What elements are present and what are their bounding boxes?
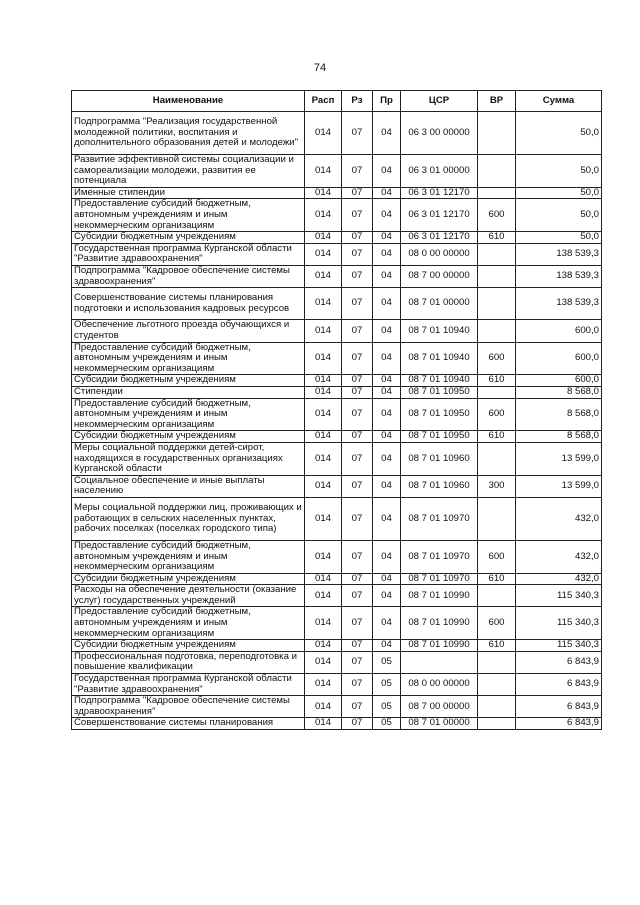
cell-rasp: 014: [305, 232, 342, 244]
cell-sum: 13 599,0: [516, 475, 602, 497]
cell-vr: [478, 718, 516, 730]
cell-rz: 07: [342, 187, 373, 199]
cell-sum: 6 843,9: [516, 718, 602, 730]
cell-csr: 08 7 01 10950: [401, 431, 478, 443]
cell-sum: 600,0: [516, 320, 602, 342]
cell-sum: 115 340,3: [516, 640, 602, 652]
cell-name: Субсидии бюджетным учреждениям: [72, 375, 305, 387]
cell-csr: 08 7 01 10950: [401, 386, 478, 398]
cell-pr: 04: [373, 265, 401, 287]
cell-csr: 06 3 01 00000: [401, 155, 478, 188]
cell-sum: 8 568,0: [516, 398, 602, 431]
cell-name: Субсидии бюджетным учреждениям: [72, 431, 305, 443]
cell-name: Социальное обеспечение и иные выплаты населению: [72, 475, 305, 497]
cell-csr: 06 3 00 00000: [401, 112, 478, 155]
cell-rz: 07: [342, 243, 373, 265]
cell-csr: 08 7 01 00000: [401, 288, 478, 320]
header-rasp: Расп: [305, 91, 342, 112]
cell-rasp: 014: [305, 573, 342, 585]
cell-rz: 07: [342, 497, 373, 540]
cell-vr: [478, 442, 516, 475]
cell-vr: [478, 585, 516, 607]
cell-rasp: 014: [305, 265, 342, 287]
table-row: [72, 375, 602, 387]
cell-name: Предоставление субсидий бюджетным, автономным учреждениям и иным некоммерческим организациям: [72, 342, 305, 375]
cell-name: Совершенствование системы планирования подготовки и использования кадровых ресурсов: [72, 288, 305, 320]
table-row: [72, 442, 602, 475]
cell-rz: 07: [342, 398, 373, 431]
cell-rz: 07: [342, 112, 373, 155]
cell-csr: 08 0 00 00000: [401, 674, 478, 696]
cell-rasp: 014: [305, 155, 342, 188]
cell-name: Субсидии бюджетным учреждениям: [72, 232, 305, 244]
cell-sum: 8 568,0: [516, 431, 602, 443]
cell-sum: 50,0: [516, 232, 602, 244]
cell-pr: 04: [373, 398, 401, 431]
cell-sum: 115 340,3: [516, 585, 602, 607]
cell-rasp: 014: [305, 386, 342, 398]
header-pr: Пр: [373, 91, 401, 112]
cell-sum: 50,0: [516, 112, 602, 155]
cell-name: Подпрограмма "Реализация государственной молодежной политики, воспитания и дополнительного образования детей и молодежи": [72, 112, 305, 155]
cell-csr: 08 7 01 10960: [401, 475, 478, 497]
cell-rasp: 014: [305, 112, 342, 155]
cell-csr: 08 7 01 10990: [401, 585, 478, 607]
cell-rasp: 014: [305, 398, 342, 431]
cell-csr: 08 7 01 10960: [401, 442, 478, 475]
cell-name: Предоставление субсидий бюджетным, автономным учреждениям и иным некоммерческим организациям: [72, 398, 305, 431]
cell-name: Субсидии бюджетным учреждениям: [72, 573, 305, 585]
cell-csr: 08 7 01 10990: [401, 640, 478, 652]
cell-pr: 04: [373, 232, 401, 244]
table-row: [72, 232, 602, 244]
table-row: [72, 398, 602, 431]
cell-vr: [478, 674, 516, 696]
cell-name: Профессиональная подготовка, переподготовка и повышение квалификации: [72, 651, 305, 673]
cell-vr: 610: [478, 640, 516, 652]
table-row: [72, 288, 602, 320]
cell-vr: [478, 187, 516, 199]
table-row: [72, 651, 602, 673]
cell-rasp: 014: [305, 431, 342, 443]
cell-rasp: 014: [305, 696, 342, 718]
cell-pr: 05: [373, 718, 401, 730]
cell-sum: 50,0: [516, 155, 602, 188]
header-csr: ЦСР: [401, 91, 478, 112]
cell-rasp: 014: [305, 475, 342, 497]
cell-name: Совершенствование системы планирования: [72, 718, 305, 730]
cell-rasp: 014: [305, 585, 342, 607]
header-sum: Сумма: [516, 91, 602, 112]
cell-name: Субсидии бюджетным учреждениям: [72, 640, 305, 652]
cell-name: Предоставление субсидий бюджетным, автономным учреждениям и иным некоммерческим организациям: [72, 607, 305, 640]
cell-sum: 50,0: [516, 187, 602, 199]
cell-csr: 08 7 00 00000: [401, 265, 478, 287]
cell-rasp: 014: [305, 199, 342, 232]
cell-sum: 138 539,3: [516, 288, 602, 320]
cell-rz: 07: [342, 199, 373, 232]
cell-csr: 08 7 01 10970: [401, 573, 478, 585]
cell-name: Стипендии: [72, 386, 305, 398]
cell-pr: 04: [373, 243, 401, 265]
cell-rasp: 014: [305, 540, 342, 573]
cell-name: Предоставление субсидий бюджетным, автономным учреждениям и иным некоммерческим организациям: [72, 199, 305, 232]
cell-csr: 06 3 01 12170: [401, 187, 478, 199]
table-body: [72, 112, 602, 730]
cell-pr: 04: [373, 475, 401, 497]
cell-rz: 07: [342, 718, 373, 730]
cell-rasp: 014: [305, 674, 342, 696]
cell-vr: 610: [478, 431, 516, 443]
cell-pr: 04: [373, 288, 401, 320]
table-row: [72, 243, 602, 265]
cell-rz: 07: [342, 674, 373, 696]
cell-rasp: 014: [305, 342, 342, 375]
cell-vr: 600: [478, 398, 516, 431]
cell-name: Расходы на обеспечение деятельности (оказание услуг) государственных учреждений: [72, 585, 305, 607]
table-row: [72, 718, 602, 730]
cell-vr: [478, 243, 516, 265]
cell-csr: 08 7 01 10970: [401, 497, 478, 540]
table-row: [72, 342, 602, 375]
cell-rasp: 014: [305, 651, 342, 673]
cell-csr: 08 7 01 10940: [401, 375, 478, 387]
table-row: [72, 187, 602, 199]
cell-rz: 07: [342, 342, 373, 375]
budget-table: [71, 90, 602, 730]
cell-rz: 07: [342, 585, 373, 607]
cell-sum: 13 599,0: [516, 442, 602, 475]
cell-vr: 600: [478, 607, 516, 640]
cell-name: Именные стипендии: [72, 187, 305, 199]
cell-name: Предоставление субсидий бюджетным, автономным учреждениям и иным некоммерческим организациям: [72, 540, 305, 573]
cell-sum: 432,0: [516, 540, 602, 573]
cell-sum: 432,0: [516, 573, 602, 585]
table-row: [72, 573, 602, 585]
cell-csr: 08 7 01 10940: [401, 320, 478, 342]
cell-rz: 07: [342, 651, 373, 673]
table-row: [72, 199, 602, 232]
cell-vr: 600: [478, 199, 516, 232]
cell-rz: 07: [342, 232, 373, 244]
cell-pr: 05: [373, 674, 401, 696]
cell-rasp: 014: [305, 497, 342, 540]
cell-rz: 07: [342, 155, 373, 188]
table-row: [72, 674, 602, 696]
table-row: [72, 540, 602, 573]
cell-pr: 04: [373, 155, 401, 188]
cell-pr: 04: [373, 640, 401, 652]
cell-pr: 04: [373, 112, 401, 155]
cell-name: Развитие эффективной системы социализации и самореализации молодежи, развития ее потенциала: [72, 155, 305, 188]
cell-rasp: 014: [305, 288, 342, 320]
cell-pr: 04: [373, 442, 401, 475]
cell-pr: 05: [373, 696, 401, 718]
cell-name: Обеспечение льготного проезда обучающихся и студентов: [72, 320, 305, 342]
cell-csr: 06 3 01 12170: [401, 199, 478, 232]
cell-vr: [478, 651, 516, 673]
table-row: [72, 497, 602, 540]
cell-csr: 06 3 01 12170: [401, 232, 478, 244]
cell-vr: [478, 696, 516, 718]
cell-name: Меры социальной поддержки детей-сирот, находящихся в государственных организациях Курганской области: [72, 442, 305, 475]
cell-rz: 07: [342, 288, 373, 320]
cell-rasp: 014: [305, 187, 342, 199]
cell-sum: 432,0: [516, 497, 602, 540]
cell-rasp: 014: [305, 442, 342, 475]
cell-rz: 07: [342, 475, 373, 497]
cell-sum: 50,0: [516, 199, 602, 232]
cell-rz: 07: [342, 386, 373, 398]
cell-csr: [401, 651, 478, 673]
cell-pr: 04: [373, 573, 401, 585]
table-row: [72, 265, 602, 287]
cell-vr: [478, 497, 516, 540]
cell-csr: 08 7 01 10990: [401, 607, 478, 640]
cell-rz: 07: [342, 540, 373, 573]
cell-sum: 6 843,9: [516, 651, 602, 673]
table-row: [72, 112, 602, 155]
cell-pr: 04: [373, 540, 401, 573]
cell-sum: 138 539,3: [516, 265, 602, 287]
header-vr: ВР: [478, 91, 516, 112]
table-row: [72, 640, 602, 652]
cell-pr: 04: [373, 199, 401, 232]
cell-pr: 04: [373, 187, 401, 199]
cell-sum: 8 568,0: [516, 386, 602, 398]
cell-csr: 08 7 01 00000: [401, 718, 478, 730]
cell-csr: 08 7 01 10940: [401, 342, 478, 375]
cell-rz: 07: [342, 573, 373, 585]
cell-rz: 07: [342, 375, 373, 387]
cell-rasp: 014: [305, 320, 342, 342]
cell-rz: 07: [342, 265, 373, 287]
table-header-row: [72, 91, 602, 112]
cell-csr: 08 7 00 00000: [401, 696, 478, 718]
table-row: [72, 320, 602, 342]
cell-vr: 300: [478, 475, 516, 497]
cell-name: Меры социальной поддержки лиц, проживающих и работающих в сельских населенных пунктах, рабочих поселках (поселках городского типа): [72, 497, 305, 540]
cell-rz: 07: [342, 607, 373, 640]
cell-name: Государственная программа Курганской области "Развитие здравоохранения": [72, 674, 305, 696]
page-number: 74: [313, 62, 327, 74]
cell-rz: 07: [342, 696, 373, 718]
cell-rz: 07: [342, 431, 373, 443]
cell-vr: [478, 386, 516, 398]
cell-csr: 08 0 00 00000: [401, 243, 478, 265]
header-rz: Рз: [342, 91, 373, 112]
cell-pr: 05: [373, 651, 401, 673]
cell-vr: [478, 320, 516, 342]
cell-sum: 115 340,3: [516, 607, 602, 640]
cell-csr: 08 7 01 10950: [401, 398, 478, 431]
cell-csr: 08 7 01 10970: [401, 540, 478, 573]
cell-sum: 600,0: [516, 342, 602, 375]
cell-rz: 07: [342, 320, 373, 342]
table-row: [72, 607, 602, 640]
table-row: [72, 585, 602, 607]
cell-pr: 04: [373, 497, 401, 540]
cell-sum: 138 539,3: [516, 243, 602, 265]
cell-pr: 04: [373, 431, 401, 443]
cell-vr: [478, 288, 516, 320]
cell-vr: 610: [478, 573, 516, 585]
cell-pr: 04: [373, 320, 401, 342]
cell-name: Государственная программа Курганской области "Развитие здравоохранения": [72, 243, 305, 265]
cell-rasp: 014: [305, 718, 342, 730]
table-row: [72, 696, 602, 718]
cell-vr: [478, 265, 516, 287]
cell-sum: 6 843,9: [516, 674, 602, 696]
cell-vr: 600: [478, 342, 516, 375]
cell-rasp: 014: [305, 243, 342, 265]
cell-rz: 07: [342, 640, 373, 652]
cell-vr: [478, 155, 516, 188]
cell-rasp: 014: [305, 607, 342, 640]
table-row: [72, 475, 602, 497]
cell-pr: 04: [373, 386, 401, 398]
cell-name: Подпрограмма "Кадровое обеспечение системы здравоохранения": [72, 696, 305, 718]
cell-vr: 600: [478, 540, 516, 573]
table-row: [72, 431, 602, 443]
cell-pr: 04: [373, 607, 401, 640]
table-row: [72, 155, 602, 188]
cell-pr: 04: [373, 375, 401, 387]
cell-sum: 600,0: [516, 375, 602, 387]
cell-pr: 04: [373, 342, 401, 375]
cell-rasp: 014: [305, 375, 342, 387]
cell-vr: [478, 112, 516, 155]
cell-rasp: 014: [305, 640, 342, 652]
cell-vr: 610: [478, 375, 516, 387]
cell-pr: 04: [373, 585, 401, 607]
cell-sum: 6 843,9: [516, 696, 602, 718]
cell-name: Подпрограмма "Кадровое обеспечение системы здравоохранения": [72, 265, 305, 287]
header-name: Наименование: [72, 91, 305, 112]
cell-vr: 610: [478, 232, 516, 244]
table-row: [72, 386, 602, 398]
cell-rz: 07: [342, 442, 373, 475]
